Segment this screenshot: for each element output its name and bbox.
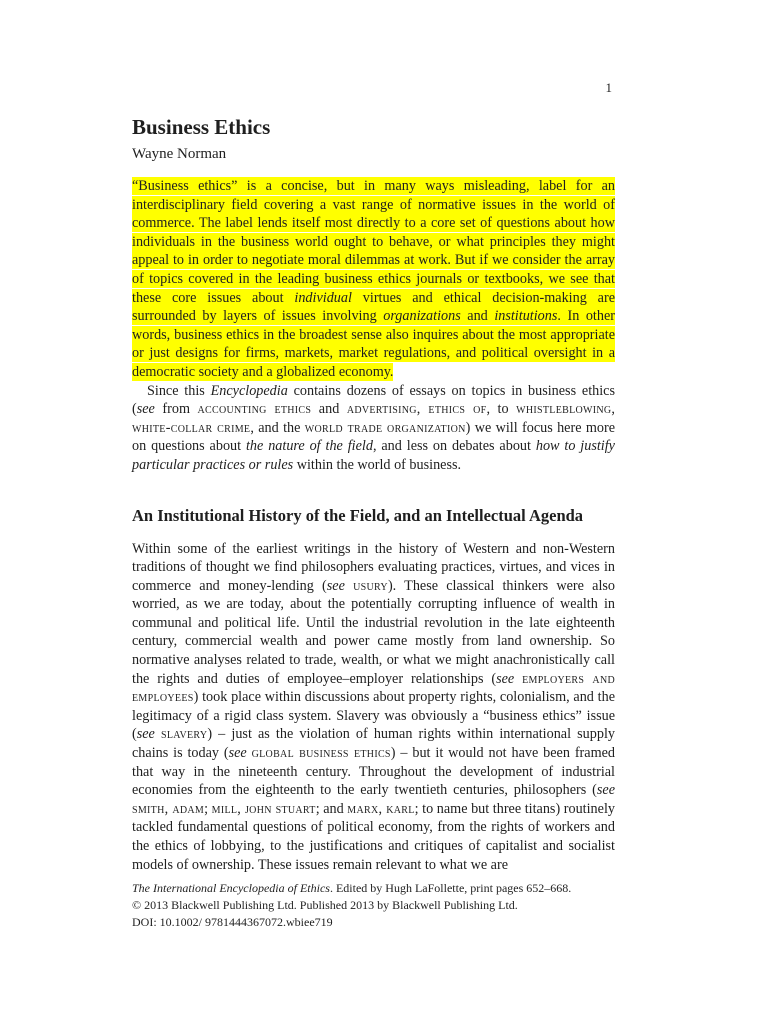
citation-footer bbox=[132, 880, 615, 931]
intro-paragraph-2 bbox=[132, 382, 615, 475]
cross-reference[interactable]: global business ethics bbox=[251, 745, 391, 762]
text-run: ; to name but three titans) routinely tackled fundamental questions of political economy, from the rights of workers and the ethics of lobbying, to the justifications and critiques of capitalist and socialist models of ownership. These issues remain relevant to what we are bbox=[132, 800, 615, 873]
emphasis: Encyclopedia bbox=[210, 382, 288, 399]
emphasis: organizations bbox=[383, 308, 461, 325]
text-run: . In other words, business ethics in the broadest sense also inquires about the most appropriate or just designs for firms, markets, market regulations, and political oversight in a democratic society and a globalized economy. bbox=[132, 308, 615, 380]
see-reference: see bbox=[228, 745, 247, 762]
section-paragraph bbox=[132, 540, 615, 875]
see-reference: see bbox=[136, 401, 155, 418]
cross-reference[interactable]: advertising, ethics of bbox=[346, 401, 487, 418]
text-run: within the world of business. bbox=[293, 456, 462, 473]
cross-reference[interactable]: slavery bbox=[160, 726, 208, 743]
text-run: Within some of the earliest writings in the history of Western and non-Western traditions of thought we find philosophers evaluating practices, virtues, and vices in commerce and money-lending ( bbox=[132, 540, 615, 594]
cross-reference[interactable]: usury bbox=[353, 577, 388, 594]
text-run: “Business ethics” is a concise, but in many ways misleading, label for an interdisciplinary field covering a vast range of normative issues in the world of commerce. The label lends itself most directly to a core set of questions about how individuals in the business world ought to behave, or what principles they might appeal to in order to negotiate moral dilemmas at work. But if we consider the array of topics covered in the leading business ethics journals or textbooks, we see that these core issues about bbox=[132, 178, 615, 306]
cross-reference[interactable]: smith, adam bbox=[132, 800, 205, 817]
cross-reference[interactable]: employers and employees bbox=[132, 670, 615, 706]
emphasis: institutions bbox=[494, 308, 558, 325]
cross-reference[interactable]: marx, karl bbox=[347, 800, 415, 817]
page-number: 1 bbox=[605, 80, 612, 95]
see-reference: see bbox=[596, 782, 615, 799]
text-run: ; bbox=[204, 800, 212, 817]
text-run: , to bbox=[486, 401, 517, 418]
emphasis: individual bbox=[294, 289, 352, 306]
cross-reference[interactable]: accounting ethics bbox=[197, 401, 312, 418]
text-run: , bbox=[611, 401, 615, 418]
text-run: from bbox=[154, 401, 198, 418]
footer-doi: DOI: 10.1002/ 9781444367072.wbiee719 bbox=[132, 915, 333, 929]
emphasis: how to justify particular practices or rules bbox=[132, 438, 615, 473]
text-run: . Edited by Hugh LaFollette, print pages 652–668. bbox=[329, 881, 572, 895]
footer-line-1 bbox=[132, 880, 615, 897]
text-run: virtues and ethical decision-making are surrounded by layers of issues involving bbox=[132, 289, 615, 325]
cross-reference[interactable]: whistleblowing bbox=[516, 401, 612, 418]
text-run: contains dozens of essays on topics in business ethics ( bbox=[132, 382, 615, 418]
see-reference: see bbox=[136, 726, 155, 743]
text-run: , and less on debates about bbox=[372, 438, 536, 455]
cross-reference[interactable]: mill, john stuart bbox=[211, 800, 316, 817]
see-reference: see bbox=[326, 577, 345, 594]
text-run: and bbox=[311, 401, 347, 418]
cross-reference[interactable]: world trade organization bbox=[304, 419, 466, 436]
highlight-span bbox=[132, 177, 615, 381]
text-run: ) we will focus here more on questions about bbox=[132, 419, 615, 455]
see-reference: see bbox=[496, 670, 515, 687]
cross-reference[interactable]: white-collar crime bbox=[132, 419, 251, 436]
footer-line-2: © 2013 Blackwell Publishing Ltd. Published 2013 by Blackwell Publishing Ltd. bbox=[132, 898, 518, 912]
text-run: ) – just as the violation of human rights within international supply chains is today ( bbox=[132, 726, 615, 762]
text-run: ; and bbox=[315, 800, 348, 817]
encyclopedia-title: The International Encyclopedia of Ethics bbox=[132, 881, 330, 895]
text-run: ) took place within discussions about property rights, colonialism, and the legitimacy of a rigid class system. Slavery was obviously a “business ethics” issue ( bbox=[132, 689, 615, 743]
section-heading: An Institutional History of the Field, and an Intellectual Agenda bbox=[132, 505, 584, 525]
text-run: ) – but it would not have been framed that way in the nineteenth century. Throughout the development of industrial economies from the eighteenth to the early twentieth centuries, philosophers ( bbox=[132, 745, 616, 799]
text-run: ). These classical thinkers were also worried, as we are today, about the potentially corrupting influence of wealth in communal and political life. Until the industrial revolution in the late eighteenth century, commercial wealth and power came mostly from land ownership. So normative analyses related to trade, wealth, or what we might anachronistically call the rights and duties of employee–employer relationships ( bbox=[132, 577, 615, 687]
text-run: and bbox=[460, 308, 495, 325]
article-body bbox=[132, 114, 615, 874]
article-title: Business Ethics bbox=[132, 115, 271, 139]
emphasis: the nature of the field bbox=[245, 438, 373, 455]
text-run: Since this bbox=[147, 382, 211, 399]
intro-paragraph-highlighted bbox=[132, 177, 615, 382]
article-author: Wayne Norman bbox=[132, 146, 227, 162]
text-run: , and the bbox=[250, 419, 305, 436]
